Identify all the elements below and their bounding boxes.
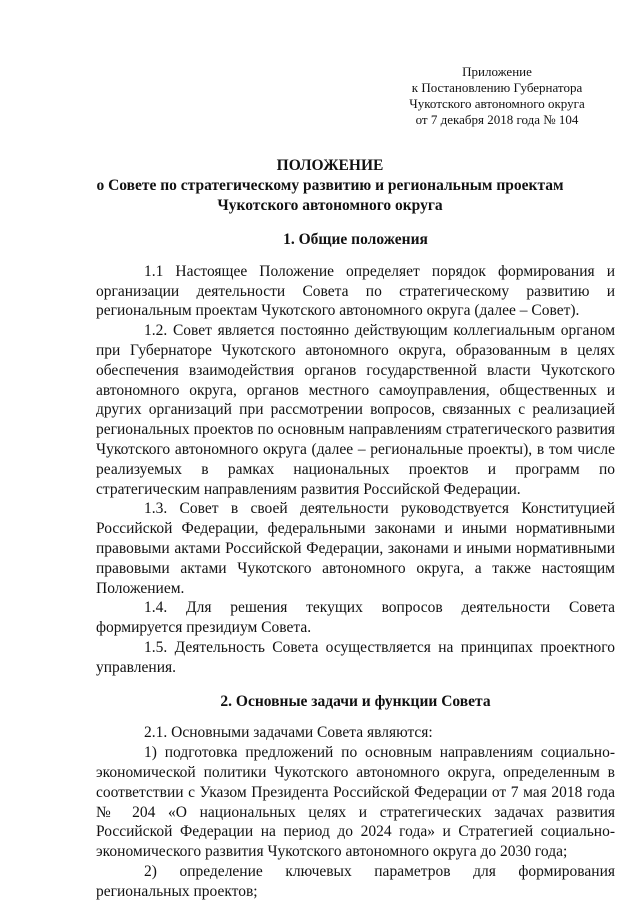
paragraph-1-3: 1.3. Совет в своей деятельности руководствуется Конституцией Российской Федерации, федеральными законами и иными нормативными правовыми актами Российской Федерации, законами и иными нормативными правовыми актами Чукотского автономного округа, а также настоящим Положением. (96, 500, 615, 597)
paragraph-1-5: 1.5. Деятельность Совета осуществляется на принципах проектного управления. (96, 638, 615, 676)
paragraph-2-1-item-2: 2) определение ключевых параметров для формирования региональных проектов; (96, 862, 615, 900)
document-title (80, 156, 580, 216)
appendix-header (392, 64, 602, 128)
title-main: ПОЛОЖЕНИЕ (276, 157, 384, 174)
appendix-line-3: Чукотского автономного округа (409, 96, 585, 111)
section-1-heading: 1. Общие положения (283, 231, 428, 248)
paragraph-1-2: 1.2. Совет является постоянно действующим коллегиальным органом при Губернаторе Чукотского автономного округа, образованным в целях обеспечения взаимодействия органов государственной власти Чукотского автономного округа, органов местного самоуправления, общественных и других организаций при рассмотрении вопросов, связанных с реализацией региональных проектов по основным направлениям стратегического развития Чукотского автономного округа (далее – региональные проекты), в том числе реализуемых в рамках национальных проектов и программ по стратегическим направлениям развития Российской Федерации. (96, 322, 615, 498)
title-subtitle-2: Чукотского автономного округа (217, 197, 443, 214)
appendix-line-2: к Постановлению Губернатора (411, 80, 583, 95)
paragraph-2-1: 2.1. Основными задачами Совета являются: (144, 724, 433, 742)
paragraph-2-1-item-1: 1) подготовка предложений по основным направлениям социально-экономической политики Чукотского автономного округа, определенным в соответствии с Указом Президента Российской Федерации от 7 мая 2018 года № 204 «О национальных целях и стратегических задачах развития Российской Федерации на период до 2024 года» и Стратегией социально-экономического развития Чукотского автономного округа до 2030 года; (96, 744, 615, 861)
paragraph-1-1: 1.1 Настоящее Положение определяет порядок формирования и организации деятельности Совета по стратегическому развитию и региональным проектам Чукотского автономного округа (далее – Совет). (96, 262, 615, 320)
appendix-line-1: Приложение (462, 64, 532, 79)
document-body (96, 230, 615, 902)
title-subtitle-1: о Совете по стратегическому развитию и региональным проектам (96, 177, 564, 194)
appendix-line-4: от 7 декабря 2018 года № 104 (415, 112, 579, 127)
section-2-heading: 2. Основные задачи и функции Совета (220, 692, 491, 710)
paragraph-1-4: 1.4. Для решения текущих вопросов деятельности Совета формируется президиум Совета. (96, 599, 615, 637)
